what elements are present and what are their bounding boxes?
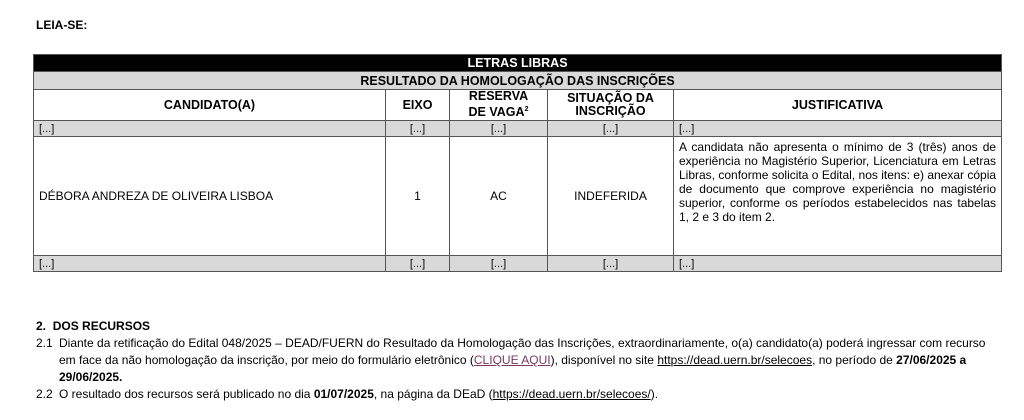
header-candidato: CANDIDATO(A) (34, 90, 386, 121)
cell-eixo: 1 (386, 137, 450, 256)
header-reserva (450, 90, 548, 121)
section-heading-text: DOS RECURSOS (52, 319, 151, 333)
paragraph-text: , na página da DEaD ( (373, 387, 493, 401)
header-eixo: EIXO (386, 90, 450, 121)
header-situacao-line2: INSCRIÇÃO (575, 104, 646, 118)
ellipsis-cell: [...] (548, 256, 674, 272)
table-subtitle: RESULTADO DA HOMOLOGAÇÃO DAS INSCRIÇÕES (34, 72, 1002, 90)
table-row-ellipsis-bottom (34, 256, 1002, 272)
cell-justificativa: A candidata não apresenta o mínimo de 3 (três) anos de experiência no Magistério Superior, Licenciatura em Letras Libras, conforme solicita o Edital, nos itens: e) anexar cópia de documento que comprove experiência no magistério superior, conforme os períodos estabelecidos nas tabelas 1, 2 e 3 do item 2. (674, 137, 1002, 256)
table-subtitle-row (34, 72, 1002, 90)
result-date: 01/07/2025 (313, 387, 374, 401)
section-heading-number: 2. (36, 319, 47, 333)
table-header-row (34, 90, 1002, 121)
cell-situacao: INDEFERIDA (548, 137, 674, 256)
paragraph-2-2 (36, 386, 996, 403)
paragraph-text: O resultado dos recursos será publicado no dia (59, 387, 314, 401)
dead-url-link[interactable]: https://dead.uern.br/selecoes/ (492, 387, 651, 401)
paragraph-text: , no período de (812, 353, 897, 367)
paragraph-2-1 (36, 335, 996, 386)
table-row (34, 137, 1002, 256)
table-row-ellipsis-top (34, 121, 1002, 137)
paragraph-text: Diante da retificação do Edital 048/2025 – DEAD/FUERN do Resultado da Homologação das Inscrições, extraordinariamente, o(a) candidato(a) poderá ingressar com recurso em face da não homologação da inscrição, por meio do formulário eletrônico ( (59, 336, 986, 367)
header-situacao-line1: SITUAÇÃO DA (567, 91, 654, 105)
results-table (33, 54, 1002, 272)
ellipsis-cell: [...] (386, 256, 450, 272)
header-reserva-line1: RESERVA (468, 89, 529, 104)
paragraph-text: ), disponível no site (550, 353, 658, 367)
header-justificativa: JUSTIFICATIVA (674, 90, 1002, 121)
ellipsis-cell: [...] (386, 121, 450, 137)
period-dates: 27/06/2025 a 29/06/2025. (59, 353, 967, 384)
table-title-row (34, 55, 1002, 72)
leia-se-label: LEIA-SE: (36, 18, 88, 32)
header-reserva-line2: DE VAGA (468, 105, 525, 120)
ellipsis-cell: [...] (450, 121, 548, 137)
section-recursos (36, 318, 996, 403)
cell-reserva: AC (450, 137, 548, 256)
ellipsis-cell: [...] (548, 121, 674, 137)
paragraph-number: 2.1 (36, 336, 53, 350)
ellipsis-cell: [...] (450, 256, 548, 272)
table-title: LETRAS LIBRAS (34, 55, 1002, 72)
ellipsis-cell: [...] (674, 121, 1002, 137)
ellipsis-cell: [...] (34, 121, 386, 137)
paragraph-number: 2.2 (36, 387, 53, 401)
section-heading (36, 318, 996, 335)
cell-candidato: DÉBORA ANDREZA DE OLIVEIRA LISBOA (34, 137, 386, 256)
paragraph-text: ). (650, 387, 659, 401)
selecoes-url-link[interactable]: https://dead.uern.br/selecoes (657, 353, 813, 367)
clique-aqui-link[interactable]: CLIQUE AQUI (473, 353, 551, 367)
ellipsis-cell: [...] (34, 256, 386, 272)
header-reserva-footnote: 2 (524, 106, 529, 114)
ellipsis-cell: [...] (674, 256, 1002, 272)
header-situacao (548, 90, 674, 121)
